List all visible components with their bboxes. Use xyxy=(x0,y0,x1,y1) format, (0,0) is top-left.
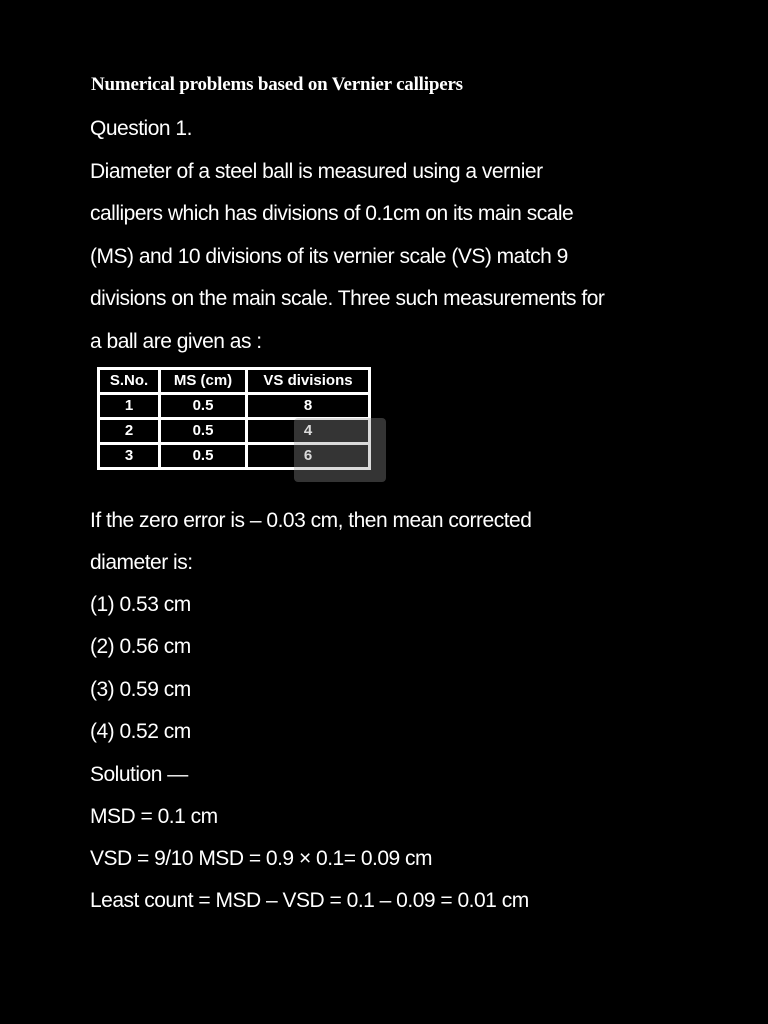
header-ms: MS (cm) xyxy=(160,369,247,394)
question-label: Question 1. xyxy=(90,117,192,140)
question-line-5: a ball are given as : xyxy=(90,330,262,353)
option-4: (4) 0.52 cm xyxy=(90,720,191,743)
cell-vs: 6 xyxy=(247,444,370,469)
cell-vs: 8 xyxy=(247,394,370,419)
followup-line-1: If the zero error is – 0.03 cm, then mean corrected xyxy=(90,509,532,532)
followup-line-2: diameter is: xyxy=(90,551,193,574)
question-line-2: callipers which has divisions of 0.1cm on its main scale xyxy=(90,202,574,225)
option-1: (1) 0.53 cm xyxy=(90,593,191,616)
cell-sno: 1 xyxy=(99,394,160,419)
header-vs: VS divisions xyxy=(247,369,370,394)
table-row xyxy=(99,419,370,444)
cell-sno: 2 xyxy=(99,419,160,444)
cell-sno: 3 xyxy=(99,444,160,469)
page-title: Numerical problems based on Vernier callipers xyxy=(91,74,463,95)
cell-vs: 4 xyxy=(247,419,370,444)
option-3: (3) 0.59 cm xyxy=(90,678,191,701)
question-line-4: divisions on the main scale. Three such measurements for xyxy=(90,287,605,310)
question-line-3: (MS) and 10 divisions of its vernier scale (VS) match 9 xyxy=(90,245,568,268)
solution-label: Solution — xyxy=(90,763,188,786)
cell-ms: 0.5 xyxy=(160,394,247,419)
table-row xyxy=(99,444,370,469)
solution-line-2: VSD = 9/10 MSD = 0.9 × 0.1= 0.09 cm xyxy=(90,847,433,870)
table-row xyxy=(99,394,370,419)
cell-ms: 0.5 xyxy=(160,419,247,444)
cell-ms: 0.5 xyxy=(160,444,247,469)
question-line-1: Diameter of a steel ball is measured using a vernier xyxy=(90,160,543,183)
table-header-row xyxy=(99,369,370,394)
solution-line-3: Least count = MSD – VSD = 0.1 – 0.09 = 0.01 cm xyxy=(90,889,529,912)
option-2: (2) 0.56 cm xyxy=(90,635,191,658)
measurements-table xyxy=(97,367,371,470)
header-sno: S.No. xyxy=(99,369,160,394)
solution-line-1: MSD = 0.1 cm xyxy=(90,805,218,828)
